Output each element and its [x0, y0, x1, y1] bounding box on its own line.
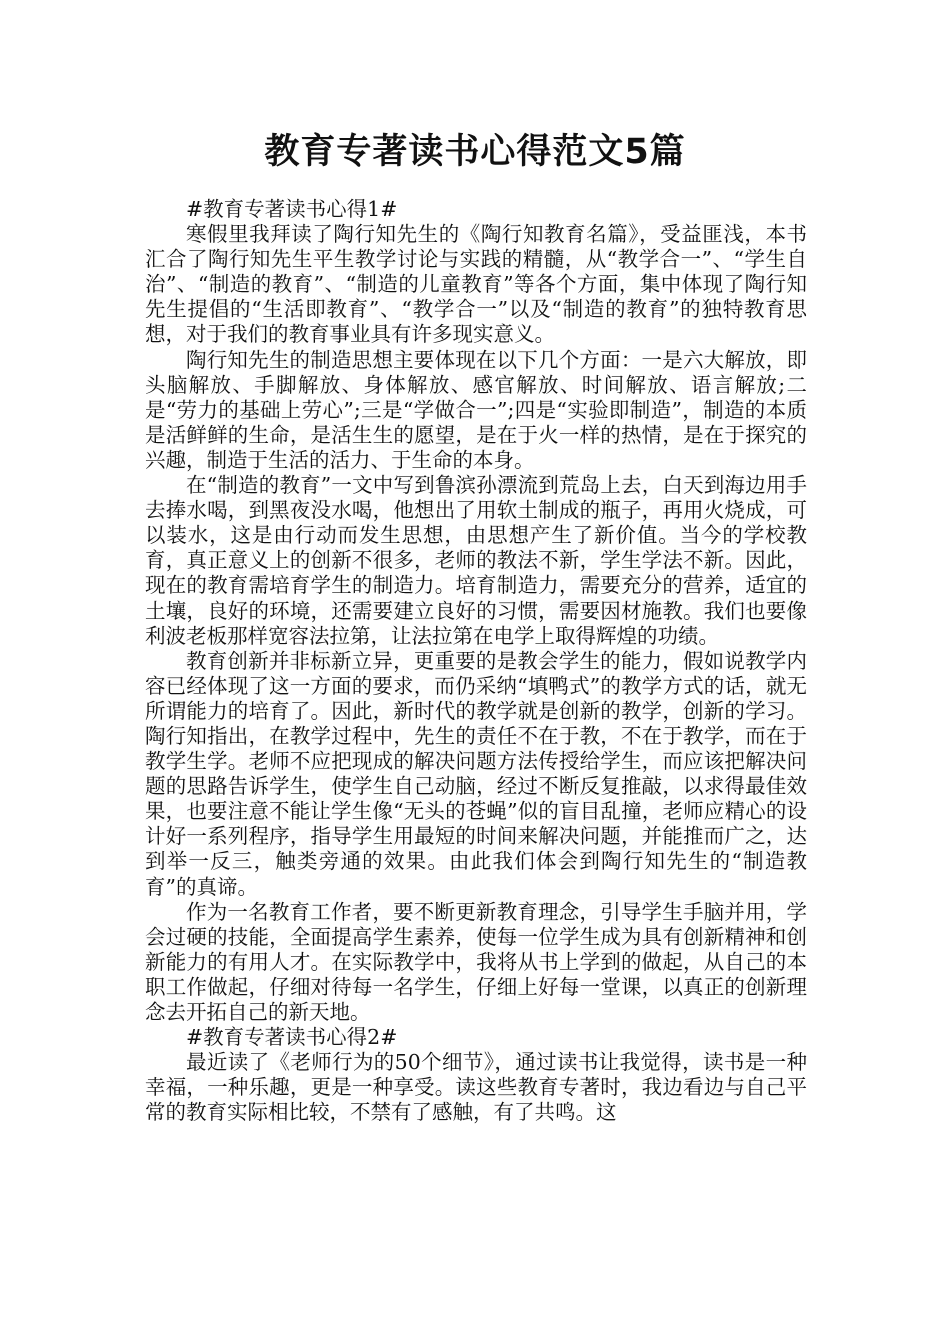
document-body — [145, 197, 807, 1125]
section-heading-1: #教育专著读书心得1# — [186, 197, 398, 221]
paragraph: 寒假里我拜读了陶行知先生的《陶行知教育名篇》，受益匪浅，本书汇合了陶行知先生平生教学讨论与实践的精髓，从“教学合一”、“学生自治”、“制造的教育”、“制造的儿童教育”等各个方面，集中体现了陶行知先生提倡的“生活即教育”、“教学合一”以及“制造的教育”的独特教育思想，对于我们的教育事业具有许多现实意义。 — [145, 222, 807, 347]
paragraph: 在“制造的教育”一文中写到鲁滨孙漂流到荒岛上去，白天到海边用手去捧水喝，到黑夜没水喝，他想出了用软土制成的瓶子，再用火烧成，可以装水，这是由行动而发生思想，由思想产生了新价值。当今的学校教育，真正意义上的创新不很多，老师的教法不新，学生学法不新。因此，现在的教育需培育学生的制造力。培育制造力，需要充分的营养，适宜的土壤，良好的环境，还需要建立良好的习惯，需要因材施教。我们也要像利波老板那样宽容法拉第，让法拉第在电学上取得辉煌的功绩。 — [145, 473, 807, 648]
paragraph: 教育创新并非标新立异，更重要的是教会学生的能力，假如说教学内容已经体现了这一方面的要求，而仍采纳“填鸭式”的教学方式的话，就无所谓能力的培育了。因此，新时代的教学就是创新的教学，创新的学习。陶行知指出，在教学过程中，先生的责任不在于教，不在于教学，而在于教学生学。老师不应把现成的解决问题方法传授给学生，而应该把解决问题的思路告诉学生，使学生自己动脑，经过不断反复推敲，以求得最佳效果，也要注意不能让学生像“无头的苍蝇”似的盲目乱撞，老师应精心的设计好一系列程序，指导学生用最短的时间来解决问题，并能推而广之，达到举一反三，触类旁通的效果。由此我们体会到陶行知先生的“制造教育”的真谛。 — [145, 648, 807, 899]
paragraph: 作为一名教育工作者，要不断更新教育理念，引导学生手脑并用，学会过硬的技能，全面提高学生素养，使每一位学生成为具有创新精神和创新能力的有用人才。在实际教学中，我将从书上学到的做起，从自己的本职工作做起，仔细对待每一名学生，仔细上好每一堂课，以真正的创新理念去开拓自己的新天地。 — [145, 899, 807, 1024]
paragraph: 陶行知先生的制造思想主要体现在以下几个方面：一是六大解放，即头脑解放、手脚解放、身体解放、感官解放、时间解放、语言解放;二是“劳力的基础上劳心”;三是“学做合一”;四是“实验即制造”，制造的本质是活鲜鲜的生命，是活生生的愿望，是在于火一样的热情，是在于探究的兴趣，制造于生活的活力、于生命的本身。 — [145, 347, 807, 472]
section-heading-2: #教育专著读书心得2# — [186, 1025, 398, 1050]
paragraph: 最近读了《老师行为的50个细节》，通过读书让我觉得，读书是一种幸福，一种乐趣，更是一种享受。读这些教育专著时，我边看边与自己平常的教育实际相比较，不禁有了感触，有了共鸣。这 — [145, 1050, 807, 1125]
document-title: 教育专著读书心得范文5篇 — [264, 132, 686, 172]
